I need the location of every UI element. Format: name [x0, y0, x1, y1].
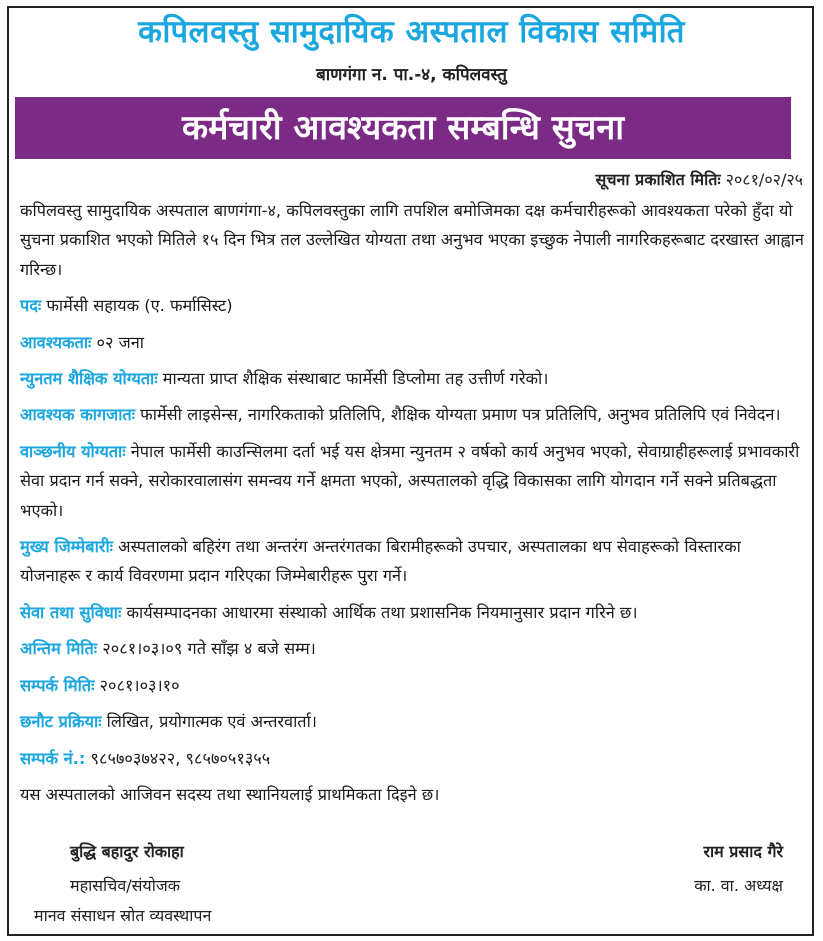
detail-label: पदः: [20, 296, 42, 316]
signatory-left-department: मानव संसाधन स्रोत व्यवस्थापन: [34, 906, 212, 925]
detail-label: छनौट प्रक्रियाः: [20, 712, 102, 732]
detail-min-qualification: [20, 364, 805, 393]
signatory-left-title: महासचिव/संयोजक: [70, 876, 181, 895]
detail-benefits: [20, 598, 805, 627]
detail-label: मुख्य जिम्मेबारीः: [20, 537, 113, 557]
detail-value: २०८१।०३।१०: [99, 675, 180, 695]
published-date-label: सूचना प्रकाशित मितिः: [595, 170, 721, 189]
published-date-line: [596, 168, 803, 190]
signatory-right-name: राम प्रसाद गैरे: [703, 842, 783, 861]
detail-label: सेवा तथा सुविधाः: [20, 602, 122, 622]
detail-value: लिखित, प्रयोगात्मक एवं अन्तरवार्ता।: [106, 712, 317, 732]
signatory-right-title: का. वा. अध्यक्ष: [694, 876, 783, 895]
detail-value: ०२ जना: [96, 332, 144, 352]
detail-value: कार्यसम्पादनका आधारमा संस्थाको आर्थिक तथा प्रशासनिक नियमानुसार प्रदान गरिने छ।: [126, 602, 638, 622]
detail-documents: [20, 400, 805, 429]
detail-value: ९८५७०३७४२२, ९८५७०५१३५५: [90, 748, 271, 768]
detail-selection-process: [20, 707, 805, 736]
published-date-value: २०८१/०२/२५: [725, 170, 803, 189]
notice-body: [20, 196, 805, 809]
detail-label: आवश्यक कागजातः: [20, 405, 135, 425]
detail-value: २०८१।०३।०९ गते साँझ ४ बजे सम्म।: [102, 639, 316, 659]
intro-paragraph: कपिलवस्तु सामुदायिक अस्पताल बाणगंगा-४, कपिलवस्तुका लागि तपशिल बमोजिमका दक्ष कर्मचारीहरूको आवश्यकता परेको हुँदा यो सुचना प्रकाशित भएको मितिले १५ दिन भित्र तल उल्लेखित योग्यता तथा अनुभव भएका इच्छुक नेपाली नागरिकहरूबाट दरखास्त आह्वान गरिन्छ।: [20, 201, 804, 279]
detail-contact-date: [20, 671, 805, 700]
notice-banner: कर्मचारी आवश्यकता सम्बन्धि सुचना: [15, 97, 791, 159]
detail-value: नेपाल फार्मेसी काउन्सिलमा दर्ता भई यस क्षेत्रमा न्युनतम २ वर्षको कार्य अनुभव भएको, सेवाग्राहीहरूलाई प्रभावकारी सेवा प्रदान गर्न सक्ने, सरोकारवालासंग समन्वय गर्ने क्षमता भएको, अस्पतालको वृद्धि विकासका लागि योगदान गर्ने सक्ने प्रतिबद्धता भएको।: [20, 441, 800, 520]
detail-post: [20, 291, 805, 320]
detail-value: मान्यता प्राप्त शैक्षिक संस्थाबाट फार्मेसी डिप्लोमा तह उत्तीर्ण गरेको।: [162, 369, 549, 389]
detail-label: सम्पर्क मितिः: [20, 675, 95, 695]
detail-requirement: [20, 328, 805, 357]
organization-title: कपिलवस्तु सामुदायिक अस्पताल विकास समिति: [138, 14, 685, 50]
detail-label: वाञ्छनीय योग्यताः: [20, 441, 126, 461]
detail-label: सम्पर्क नं.:: [20, 748, 86, 768]
detail-label: न्युनतम शैक्षिक योग्यताः: [20, 369, 158, 389]
detail-desired-qualification: [20, 437, 805, 525]
detail-deadline: [20, 634, 805, 663]
detail-value: फार्मेसी सहायक (ए. फर्मासिस्ट): [46, 296, 233, 316]
detail-label: अन्तिम मितिः: [20, 639, 98, 659]
closing-note: यस अस्पतालको आजिवन सदस्य तथा स्थानियलाई प्राथमिकता दिइने छ।: [20, 784, 440, 804]
detail-main-responsibility: [20, 532, 805, 591]
detail-label: आवश्यकताः: [20, 332, 92, 352]
organization-address: बाणगंगा न. पा.-४, कपिलवस्तु: [316, 65, 507, 85]
detail-value: फार्मेसी लाइसेन्स, नागरिकताको प्रतिलिपि, शैक्षिक योग्यता प्रमाण पत्र प्रतिलिपि, अनुभव प्रतिलिपि एवं निवेदन।: [140, 405, 781, 425]
detail-value: अस्पतालको बहिरंग तथा अन्तरंग अन्तरंगतका बिरामीहरूको उपचार, अस्पतालका थप सेवाहरूको विस्तारका योजनाहरू र कार्य विवरणमा प्रदान गरिएका जिम्मेबारीहरू पुरा गर्ने।: [20, 537, 741, 586]
signatory-left-name: बुद्धि बहादुर रोकाहा: [70, 842, 184, 861]
detail-contact-number: [20, 744, 805, 773]
